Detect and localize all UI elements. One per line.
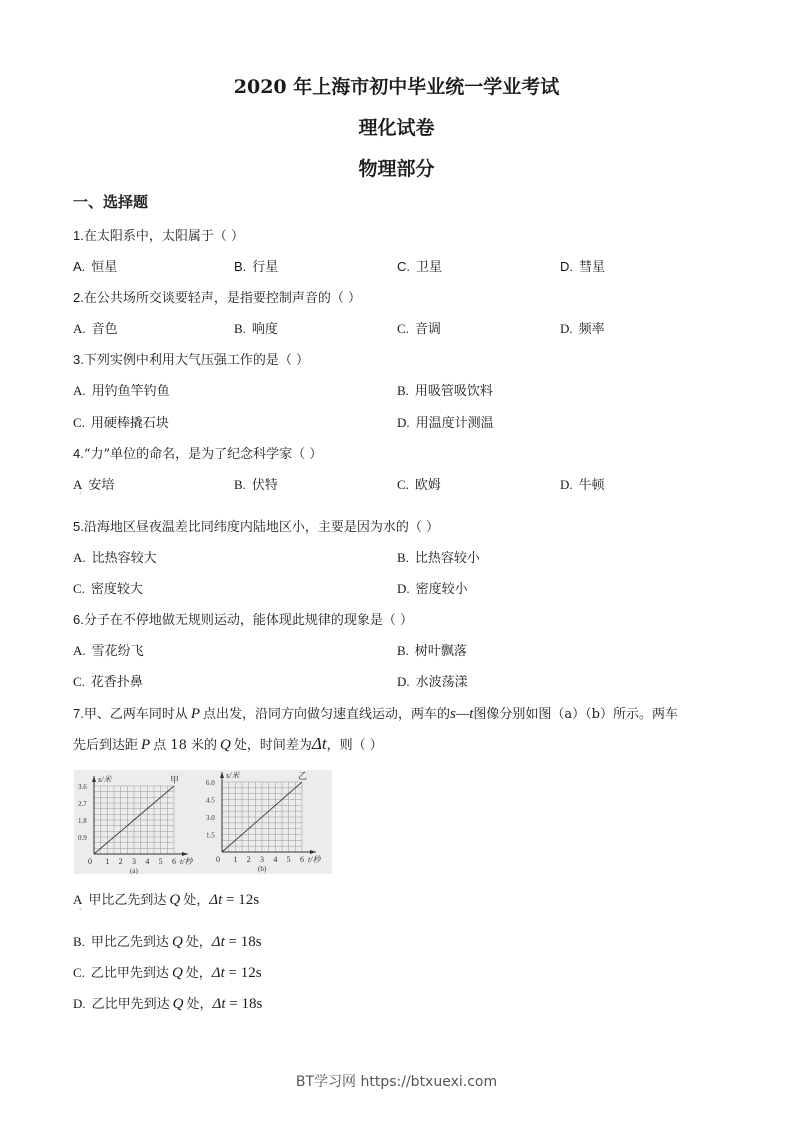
graph-b — [220, 772, 316, 854]
question-5 — [73, 516, 439, 535]
svg-text:3: 3 — [260, 855, 264, 864]
svg-text:6: 6 — [300, 855, 304, 864]
svg-text:5: 5 — [158, 857, 163, 866]
option-4c[interactable]: C. 欧姆 — [397, 477, 441, 493]
question-number: 3. — [73, 352, 84, 367]
svg-text:4: 4 — [145, 857, 150, 866]
option-4b[interactable]: B. 伏特 — [234, 477, 278, 493]
option-1d[interactable]: D. 彗星 — [560, 259, 606, 275]
svg-text:4: 4 — [273, 855, 278, 864]
question-stem: 下列实例中利用大气压强工作的是（ ） — [83, 353, 309, 368]
svg-text:2: 2 — [118, 857, 123, 866]
question-6 — [73, 609, 413, 628]
section-title: 一、选择题 — [73, 193, 149, 211]
svg-text:乙: 乙 — [298, 771, 308, 781]
svg-text:(b): (b) — [258, 865, 267, 873]
option-3a[interactable]: A. 用钓鱼竿钓鱼 — [73, 383, 170, 399]
option-5c[interactable]: C. 密度较大 — [73, 581, 143, 597]
svg-text:(a): (a) — [130, 867, 138, 874]
option-1c[interactable]: C. 卫星 — [397, 259, 443, 275]
svg-text:5: 5 — [286, 855, 291, 864]
option-1a[interactable]: A. 恒星 — [73, 259, 118, 275]
question-number: 1. — [73, 228, 84, 243]
option-2b[interactable]: B. 响度 — [234, 321, 278, 337]
option-6b[interactable]: B. 树叶飘落 — [397, 643, 467, 659]
svg-text:t/秒: t/秒 — [180, 857, 193, 866]
svg-text:3.6: 3.6 — [78, 783, 87, 791]
question-stem: 在公共场所交谈要轻声，是指要控制声音的（ ） — [83, 291, 361, 306]
svg-text:3: 3 — [132, 857, 136, 866]
option-4d[interactable]: D. 牛顿 — [560, 477, 605, 493]
stray-mark: ' — [79, 491, 82, 500]
option-7b[interactable]: B. 甲比乙先到达 Q 处，Δt = 18s — [73, 934, 262, 950]
option-5b[interactable]: B. 比热容较小 — [397, 550, 480, 566]
question-1 — [73, 225, 244, 244]
option-2c[interactable]: C. 音调 — [397, 321, 441, 337]
question-number: 7. — [73, 706, 84, 721]
svg-text:s/米: s/米 — [226, 771, 240, 780]
svg-text:0.9: 0.9 — [78, 834, 87, 842]
question-3 — [73, 349, 309, 368]
st-graph-figure — [74, 770, 332, 874]
svg-text:t/秒: t/秒 — [308, 855, 321, 864]
option-1b[interactable]: B. 行星 — [234, 259, 279, 275]
option-3d[interactable]: D. 用温度计测温 — [397, 415, 494, 431]
option-2a[interactable]: A. 音色 — [73, 321, 118, 337]
svg-text:4.5: 4.5 — [206, 796, 215, 805]
exam-part: 物理部分 — [358, 158, 435, 180]
option-7d[interactable]: D. 乙比甲先到达 Q 处，Δt = 18s — [73, 996, 263, 1012]
option-3b[interactable]: B. 用吸管吸饮料 — [397, 383, 493, 399]
svg-text:1.5: 1.5 — [206, 831, 215, 840]
option-7a[interactable]: A 甲比乙先到达 Q 处，Δt = 12s — [73, 892, 260, 908]
svg-text:甲: 甲 — [170, 775, 180, 785]
footer-watermark[interactable]: BT学习网 https://btxuexi.com — [295, 1074, 498, 1090]
svg-text:1: 1 — [233, 855, 238, 864]
st-graphs-svg — [74, 770, 332, 874]
option-5a[interactable]: A. 比热容较大 — [73, 550, 157, 566]
question-2 — [73, 287, 361, 306]
svg-text:2.7: 2.7 — [78, 800, 87, 808]
option-3c[interactable]: C. 用硬棒撬石块 — [73, 415, 169, 431]
question-4 — [73, 443, 322, 462]
svg-text:0: 0 — [88, 857, 92, 866]
option-7c[interactable]: C. 乙比甲先到达 Q 处，Δt = 12s — [73, 965, 262, 981]
question-number: 6. — [73, 612, 84, 627]
question-number: 2. — [73, 290, 84, 305]
question-7-line-1: 7.甲、乙两车同时从 P 点出发，沿同方向做匀速直线运动，两车的s—t图像分别如图（a）（b）所示。两车 — [73, 706, 678, 722]
svg-text:1.8: 1.8 — [78, 817, 87, 825]
question-number: 5. — [73, 519, 84, 534]
option-5d[interactable]: D. 密度较小 — [397, 581, 468, 597]
svg-text:0: 0 — [216, 855, 220, 864]
question-7-line-2: 先后到达距 P 点 18 米的 Q 处，时间差为Δt，则（ ） — [73, 734, 383, 753]
question-stem: 分子在不停地做无规则运动，能体现此规律的现象是（ ） — [83, 613, 413, 628]
option-6d[interactable]: D. 水波荡漾 — [397, 674, 468, 690]
svg-text:s/米: s/米 — [98, 775, 112, 784]
svg-text:3.0: 3.0 — [206, 814, 215, 822]
question-stem: 沿海地区昼夜温差比同纬度内陆地区小，主要是因为水的（ ） — [83, 520, 439, 535]
svg-text:6.0: 6.0 — [206, 779, 215, 787]
graph-a — [92, 776, 188, 856]
option-6c[interactable]: C. 花香扑鼻 — [73, 674, 143, 690]
question-number: 4. — [73, 446, 84, 461]
svg-text:2: 2 — [246, 855, 251, 864]
question-stem: 在太阳系中，太阳属于（ ） — [83, 229, 244, 244]
exam-subtitle: 理化试卷 — [358, 117, 435, 139]
exam-title: 2020 年上海市初中毕业统一学业考试 — [233, 76, 560, 98]
option-6a[interactable]: A. 雪花纷飞 — [73, 643, 144, 659]
option-4a[interactable]: A 安培 — [73, 477, 115, 493]
svg-text:6: 6 — [172, 857, 176, 866]
question-stem: “力”单位的命名，是为了纪念科学家（ ） — [83, 447, 323, 462]
stray-mark: ' — [79, 907, 82, 916]
svg-text:1: 1 — [105, 857, 110, 866]
option-2d[interactable]: D. 频率 — [560, 321, 605, 337]
